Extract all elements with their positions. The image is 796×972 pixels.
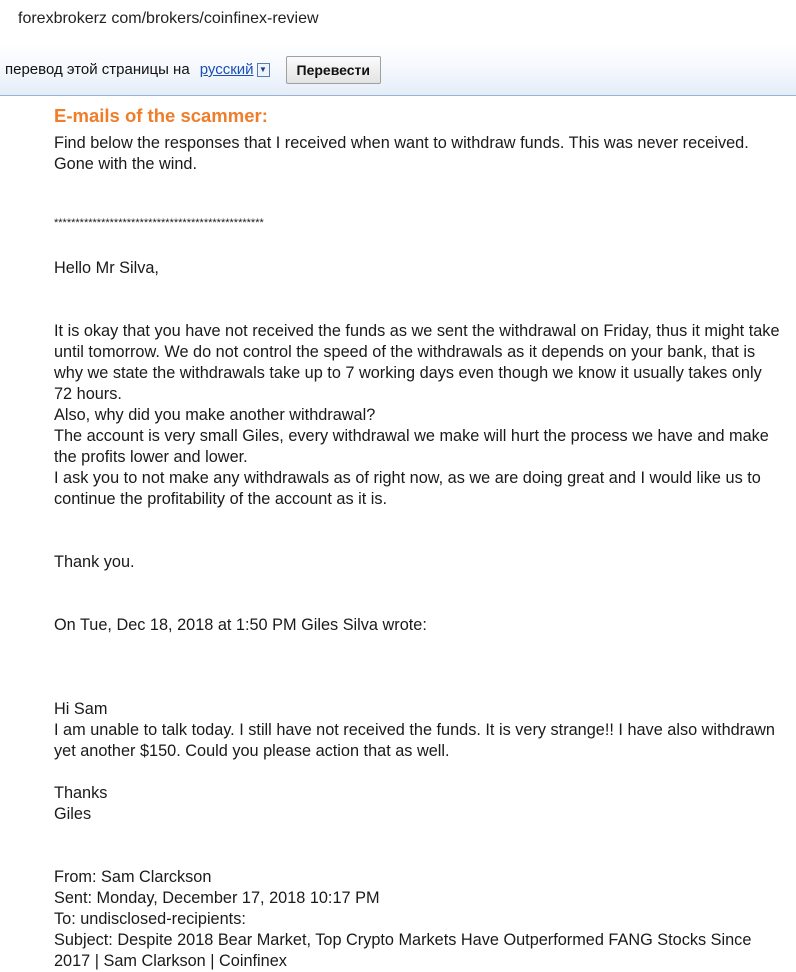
email-to: To: undisclosed-recipients: xyxy=(54,910,246,928)
email-from: From: Sam Clarckson xyxy=(54,868,212,886)
greeting: Hello Mr Silva, xyxy=(54,259,159,277)
quoted-message: I am unable to talk today. I still have not received the funds. It is very strange!! I have also withdrawn yet another $150. Could you please action that as well. xyxy=(54,721,775,760)
quoted-greeting: Hi Sam xyxy=(54,700,108,718)
signature-thanks: Thanks xyxy=(54,784,108,802)
url-text: forexbrokerz com/brokers/coinfinex-review xyxy=(18,10,319,27)
dropdown-arrow-icon[interactable]: ▼ xyxy=(257,63,270,77)
signature-name: Giles xyxy=(54,805,92,823)
thanks-text: Thank you. xyxy=(54,553,135,571)
address-bar[interactable] xyxy=(0,0,796,44)
quote-header: On Tue, Dec 18, 2018 at 1:50 PM Giles Silva wrote: xyxy=(54,616,427,634)
article-content xyxy=(0,96,784,972)
translate-prompt: перевод этой страницы на xyxy=(5,61,190,78)
language-select-link[interactable]: русский xyxy=(199,61,254,78)
reply-line: Also, why did you make another withdrawal? xyxy=(54,406,376,424)
separator-line: ************************************************* xyxy=(54,217,264,229)
translate-button[interactable]: Перевести xyxy=(286,56,381,84)
reply-body xyxy=(54,321,784,510)
email-subject: Subject: Despite 2018 Bear Market, Top Crypto Markets Have Outperformed FANG Stocks Since 2017 | Sam Clarkson | Coinfinex xyxy=(54,931,752,970)
email-sent: Sent: Monday, December 17, 2018 10:17 PM xyxy=(54,889,380,907)
section-heading: E-mails of the scammer: xyxy=(54,105,268,126)
email-header-block xyxy=(54,867,784,972)
reply-line: It is okay that you have not received the funds as we sent the withdrawal on Friday, thus it might take until tomorrow. We do not control the speed of the withdrawals as it depends on your bank, that is why we state the withdrawals take up to 7 working days even though we know it usually takes only 72 hours. xyxy=(54,322,780,403)
translate-bar xyxy=(0,44,796,96)
intro-text: Find below the responses that I received when want to withdraw funds. This was never received. Gone with the wind. xyxy=(54,134,749,173)
reply-line: I ask you to not make any withdrawals as of right now, as we are doing great and I would like us to continue the profitability of the account as it is. xyxy=(54,469,761,508)
reply-line: The account is very small Giles, every withdrawal we make will hurt the process we have and make the profits lower and lower. xyxy=(54,427,769,466)
